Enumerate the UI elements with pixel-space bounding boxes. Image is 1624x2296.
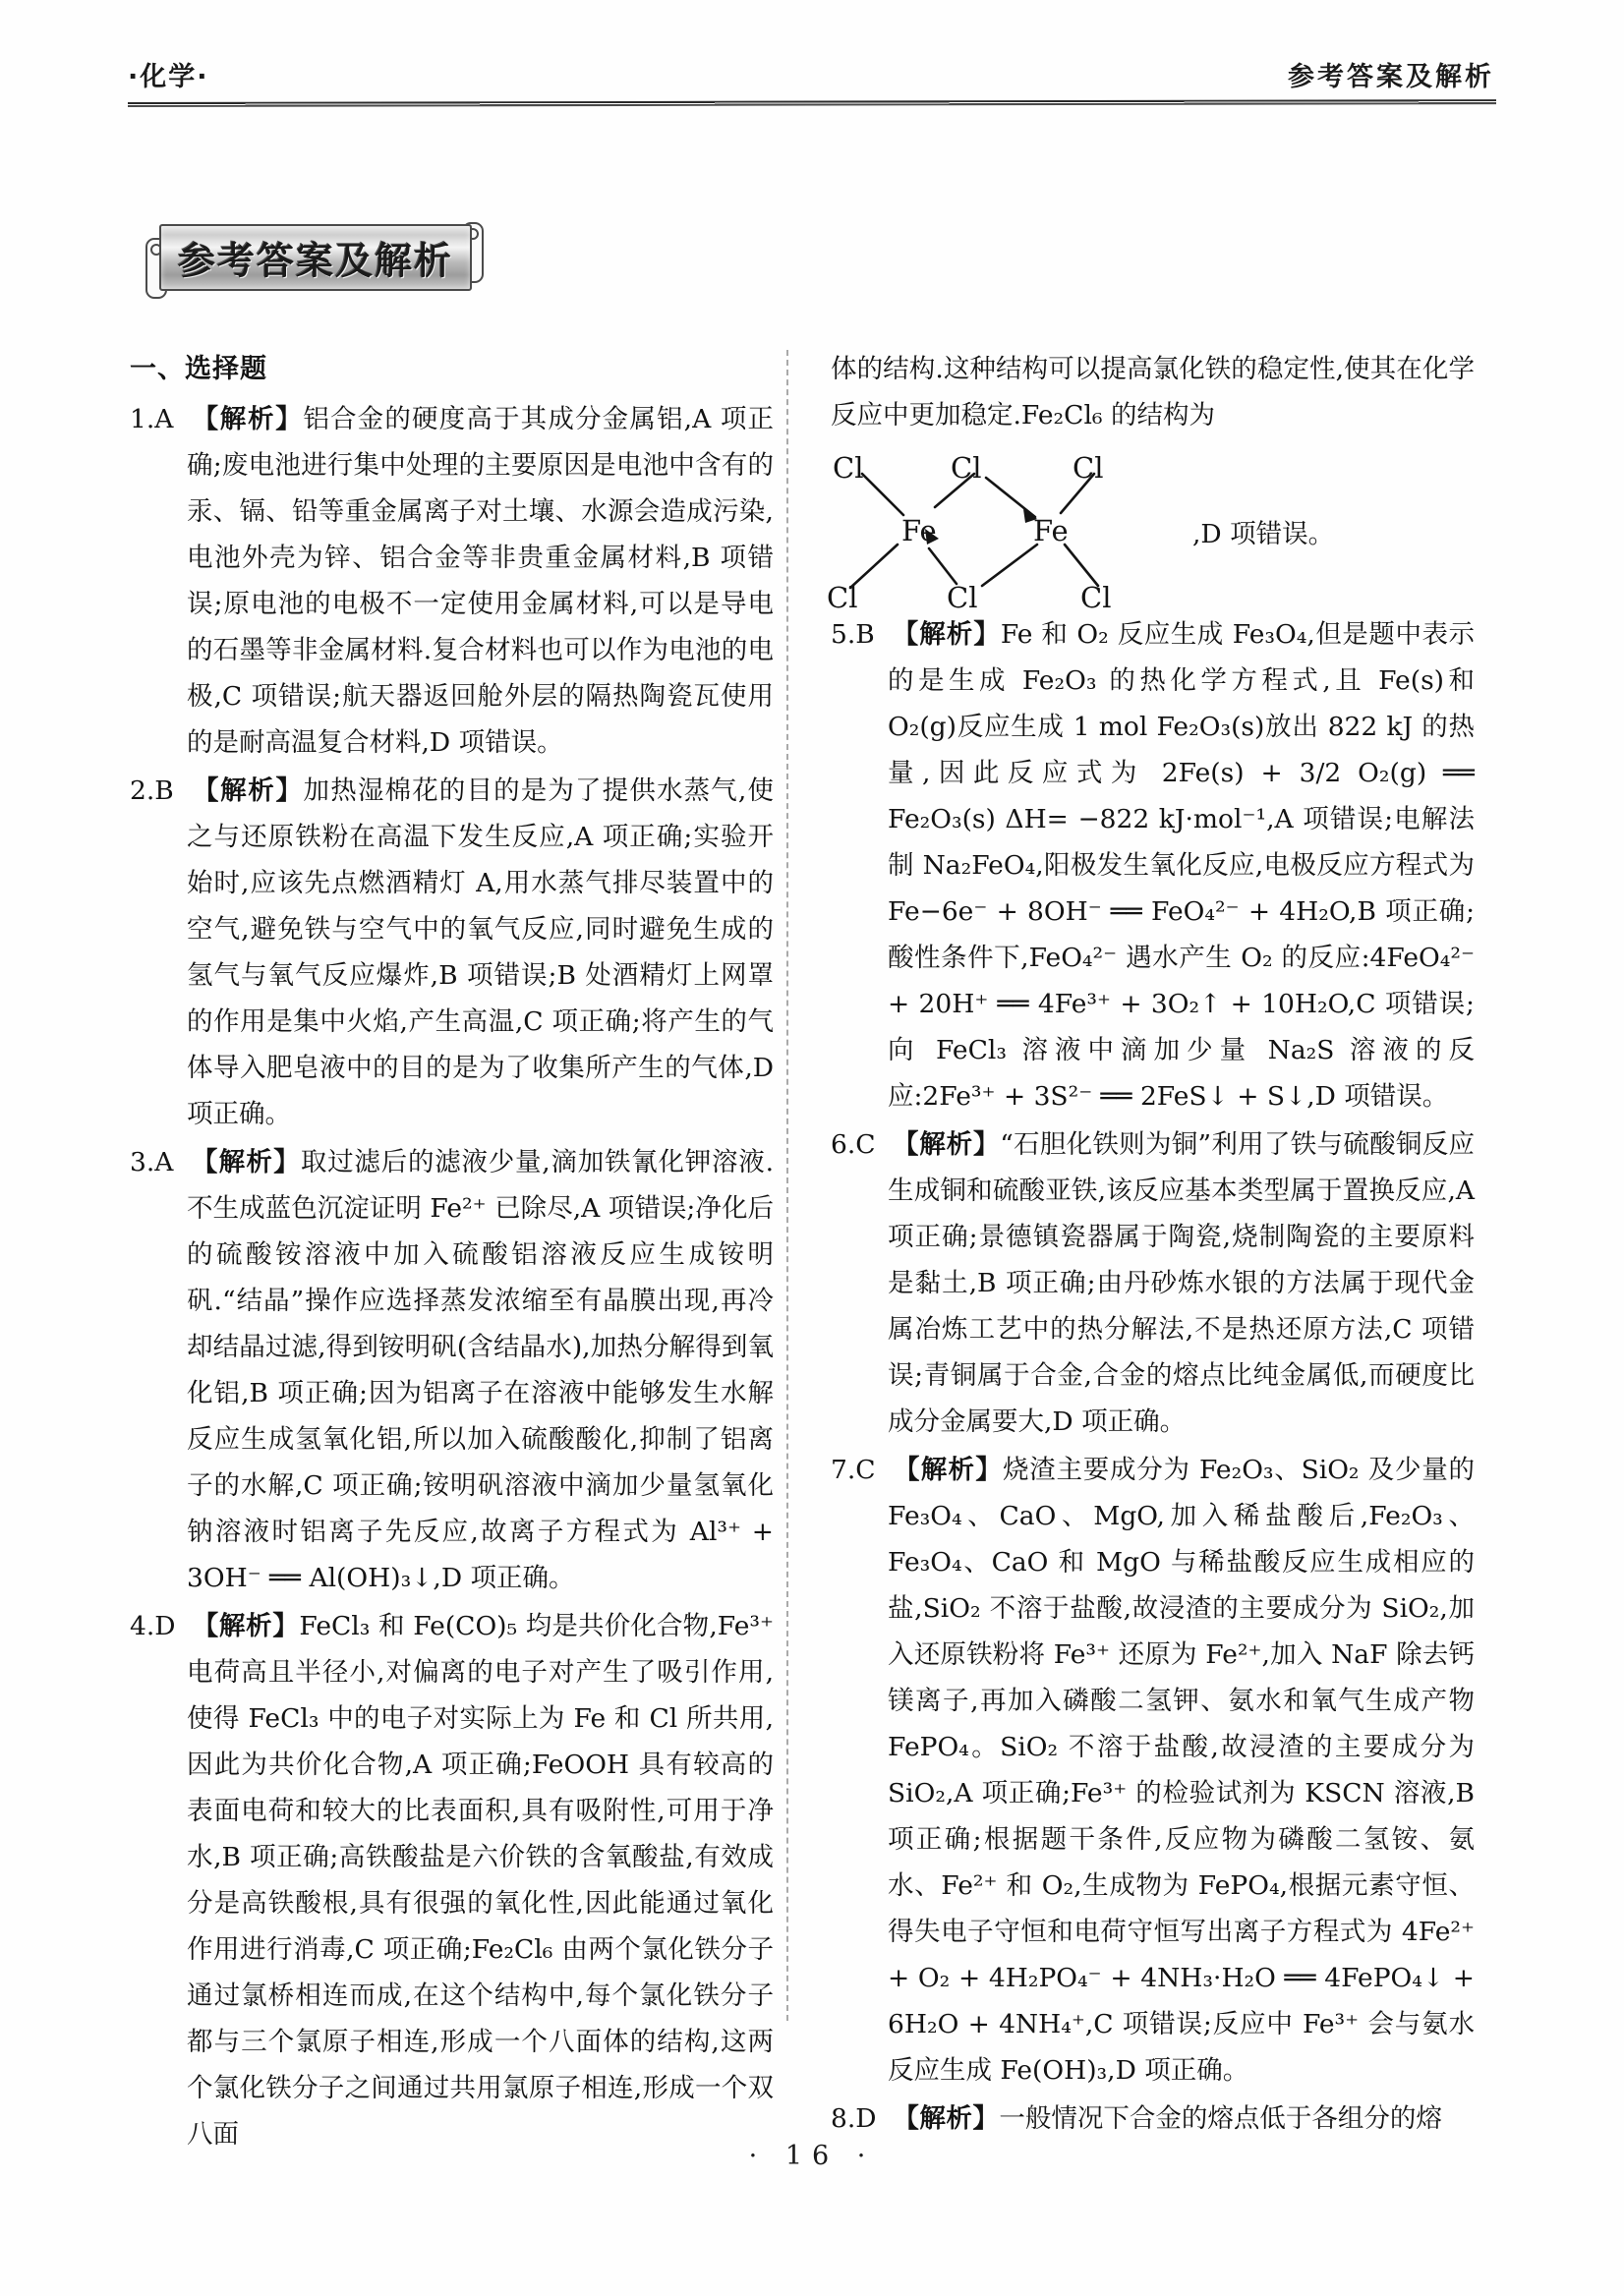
entry-answer: C (855, 1455, 876, 1485)
section-heading: 一、选择题 (130, 354, 267, 384)
entry-answer: C (855, 1129, 876, 1160)
analysis-tag: 【解析】 (893, 1455, 1003, 1485)
answer-entry-8 (831, 2095, 1475, 2142)
title-plaque (138, 216, 492, 299)
analysis-tag: 【解析】 (192, 404, 304, 434)
entry-body: 铝合金的硬度高于其成分金属铝,A 项正确;废电池进行集中处理的主要原因是电池中含有的汞、镉、铅等重金属离子对土壤、水源会造成污染,电池外壳为锌、铝合金等非贵重金属材料,B 项错误;原电池的电极不一定使用金属材料,可以是导电的石墨等非金属材料.复合材料也可以作为电池的电极,C 项错误;航天器返回舱外层的隔热陶瓷瓦使用的是耐高温复合材料,D 项错误。 (187, 404, 775, 758)
entry-body: 体的结构.这种结构可以提高氯化铁的稳定性,使其在化学反应中更加稳定.Fe₂Cl₆ 的结构为 (831, 354, 1475, 430)
plaque-body (159, 224, 472, 291)
analysis-tag: 【解析】 (893, 2103, 1000, 2134)
entry-body: “石胆化铁则为铜”利用了铁与硫酸铜反应生成铜和硫酸亚铁,该反应基本类型属于置换反应,A 项正确;景德镇瓷器属于陶瓷,烧制陶瓷的主要原料是黏土,B 项正确;由丹砂炼水银的方法属于现代金属冶炼工艺中的热分解法,不是热还原方法,C 项错误;青铜属于合金,合金的熔点比纯金属低,而硬度比成分金属要大,D 项正确。 (888, 1129, 1475, 1437)
entry-answer: D (855, 2103, 877, 2134)
answer-entry-3 (130, 1139, 774, 1601)
entry-number: 5. (831, 619, 856, 650)
entry-body: 一般情况下合金的熔点低于各组分的熔 (999, 2103, 1442, 2134)
atom-label-cl: Cl (833, 451, 864, 485)
atom-label-cl: Cl (1073, 451, 1104, 485)
answer-entry-4-continued (831, 346, 1475, 438)
analysis-tag: 【解析】 (192, 1611, 300, 1641)
header-rule (128, 99, 1496, 107)
running-head (128, 55, 1494, 100)
entry-number: 8. (831, 2103, 856, 2134)
entry-number: 7. (831, 1455, 856, 1485)
answer-entry-7 (831, 1447, 1475, 2094)
entry-number: 1. (130, 404, 155, 434)
analysis-tag: 【解析】 (892, 619, 1001, 650)
entry-body: FeCl₃ 和 Fe(CO)₅ 均是共价化合物,Fe³⁺ 电荷高且半径小,对偏离的电子对产生了吸引作用,使得 FeCl₃ 中的电子对实际上为 Fe 和 Cl 所共用,因此为共价化合物,A 项正确;FeOOH 具有较高的表面电荷和较大的比表面积,具有吸附性,可用于净水,B 项正确;高铁酸盐是六价铁的含氧酸盐,有效成分是高铁酸根,具有很强的氧化性,因此能通过氧化作用进行消毒,C 项正确;Fe₂Cl₆ 由两个氯化铁分子通过氯桥相连而成,在这个结构中,每个氯化铁分子都与三个氯原子相连,形成一个八面体的结构,这两个氯化铁分子之间通过共用氯原子相连,形成一个双八面 (187, 1611, 774, 2150)
atom-label-cl: Cl (1080, 581, 1112, 611)
column-divider (786, 350, 788, 2021)
entry-answer: A (154, 404, 174, 434)
atom-label-cl: Cl (951, 451, 982, 485)
answer-entry-2 (130, 768, 774, 1137)
left-column (130, 346, 774, 2159)
analysis-tag: 【解析】 (191, 1147, 301, 1177)
running-head-title: 参考答案及解析 (1288, 62, 1494, 92)
entry-answer: B (154, 775, 174, 806)
fe2cl6-structure-diagram (827, 442, 1475, 611)
answer-entry-4 (130, 1603, 774, 2157)
answer-entry-5 (831, 611, 1475, 1119)
right-column (827, 346, 1476, 2144)
running-head-subject: ·化学· (128, 62, 209, 92)
fe2cl6-structure-svg (827, 442, 1200, 611)
answer-entry-6 (831, 1121, 1475, 1445)
entry-answer: B (855, 619, 875, 650)
atom-label-cl: Cl (827, 581, 858, 611)
entry-body: 烧渣主要成分为 Fe₂O₃、SiO₂ 及少量的 Fe₃O₄、CaO、MgO,加入稀盐酸后,Fe₂O₃、Fe₃O₄、CaO 和 MgO 与稀盐酸反应生成相应的盐,SiO₂ 不溶于盐酸,故浸渣的主要成分为 SiO₂,加入还原铁粉将 Fe³⁺ 还原为 Fe²⁺,加入 NaF 除去钙镁离子,再加入磷酸二氢钾、氨水和氧气生成产物 FePO₄。SiO₂ 不溶于盐酸,故浸渣的主要成分为 SiO₂,A 项正确;Fe³⁺ 的检验试剂为 KSCN 溶液,B 项正确;根据题干条件,反应物为磷酸二氢铵、氨水、Fe²⁺ 和 O₂,生成物为 FePO₄,根据元素守恒、得失电子守恒和电荷守恒写出离子方程式为 4Fe²⁺ + O₂ + 4H₂PO₄⁻ + 4NH₃·H₂O ══ 4FePO₄↓ + 6H₂O + 4NH₄⁺,C 项错误;反应中 Fe³⁺ 会与氨水反应生成 Fe(OH)₃,D 项正确。 (888, 1455, 1476, 2086)
entry-number: 3. (130, 1147, 155, 1177)
entry-body: 加热湿棉花的目的是为了提供水蒸气,使之与还原铁粉在高温下发生反应,A 项正确;实验开始时,应该先点燃酒精灯 A,用水蒸气排尽装置中的空气,避免铁与空气中的氧气反应,同时避免生成的氢气与氧气反应爆炸,B 项错误;B 处酒精灯上网罩的作用是集中火焰,产生高温,C 项正确;将产生的气体导入肥皂液中的目的是为了收集所产生的气体,D 项正确。 (187, 775, 774, 1129)
atom-label-fe: Fe (901, 514, 937, 547)
entry-answer: A (154, 1147, 174, 1177)
entry-answer: D (154, 1611, 176, 1641)
plaque-title: 参考答案及解析 (177, 239, 453, 283)
entry-number: 2. (130, 775, 155, 806)
atom-label-cl: Cl (947, 581, 978, 611)
entry-number: 6. (831, 1129, 856, 1160)
analysis-tag: 【解析】 (893, 1129, 1001, 1160)
atom-label-fe: Fe (1033, 514, 1069, 547)
page-footer: · 16 · (748, 2141, 876, 2171)
structure-caption: ,D 项错误。 (1192, 519, 1335, 549)
entry-body: Fe 和 O₂ 反应生成 Fe₃O₄,但是题中表示的是生成 Fe₂O₃ 的热化学方程式,且 Fe(s)和 O₂(g)反应生成 1 mol Fe₂O₃(s)放出 822 kJ 的热量,因此反应式为 2Fe(s) + 3/2 O₂(g) ══ Fe₂O₃(s) ΔH= −822 kJ·mol⁻¹,A 项错误;电解法制 Na₂FeO₄,阳极发生氧化反应,电极反应方程式为 Fe−6e⁻ + 8OH⁻ ══ FeO₄²⁻ + 4H₂O,B 项正确;酸性条件下,FeO₄²⁻ 遇水产生 O₂ 的反应:4FeO₄²⁻ + 20H⁺ ══ 4Fe³⁺ + 3O₂↑ + 10H₂O,C 项错误;向 FeCl₃ 溶液中滴加少量 Na₂S 溶液的反应:2Fe³⁺ + 3S²⁻ ══ 2FeS↓ + S↓,D 项错误。 (888, 619, 1476, 1112)
entry-body: 取过滤后的滤液少量,滴加铁氰化钾溶液.不生成蓝色沉淀证明 Fe²⁺ 已除尽,A 项错误;净化后的硫酸铵溶液中加入硫酸铝溶液反应生成铵明矾.“结晶”操作应选择蒸发浓缩至有晶膜出现,再冷却结晶过滤,得到铵明矾(含结晶水),加热分解得到氧化铝,B 项正确;因为铝离子在溶液中能够发生水解反应生成氢氧化铝,所以加入硫酸酸化,抑制了铝离子的水解,C 项正确;铵明矾溶液中滴加少量氢氧化钠溶液时铝离子先反应,故离子方程式为 Al³⁺ + 3OH⁻ ══ Al(OH)₃↓,D 项正确。 (187, 1147, 774, 1593)
analysis-tag: 【解析】 (192, 775, 304, 806)
answer-entry-1 (130, 396, 774, 766)
entry-number: 4. (130, 1611, 155, 1641)
